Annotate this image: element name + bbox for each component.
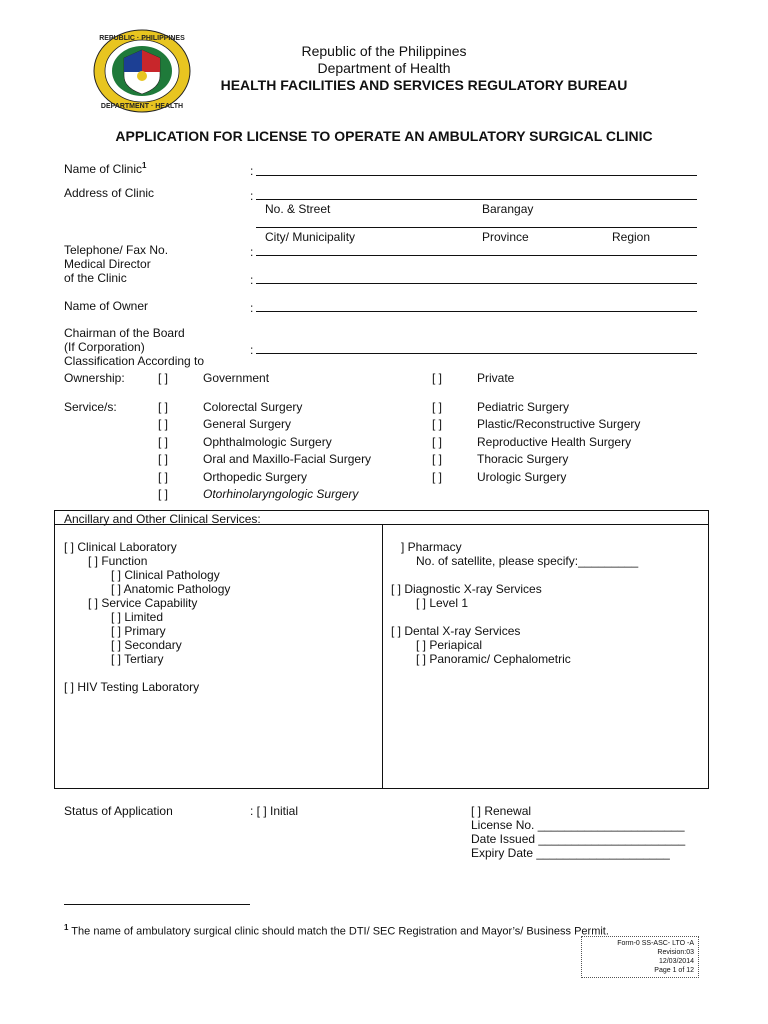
owner-label: Name of Owner: [64, 299, 149, 313]
barangay-caption: Barangay: [482, 202, 534, 216]
address-street-field[interactable]: [256, 199, 697, 200]
renewal-option[interactable]: [ ] Renewal: [471, 804, 532, 818]
license-no-field[interactable]: License No. ______________________: [471, 818, 685, 832]
service-reproductive: Reproductive Health Surgery: [477, 435, 632, 449]
service-thoracic: Thoracic Surgery: [477, 452, 569, 466]
bureau-heading: HEALTH FACILITIES AND SERVICES REGULATORY BUREAU: [220, 77, 628, 93]
colon: :: [250, 273, 254, 287]
service-checkbox[interactable]: [ ]: [432, 400, 443, 414]
page-number: Page 1 of 12: [654, 967, 694, 974]
service-otorhinolaryngologic: Otorhinolaryngologic Surgery: [203, 487, 359, 501]
address-label: Address of Clinic: [64, 186, 155, 200]
form-title: APPLICATION FOR LICENSE TO OPERATE AN AMBULATORY SURGICAL CLINIC: [115, 128, 653, 144]
service-checkbox[interactable]: [ ]: [158, 487, 169, 501]
city-caption: City/ Municipality: [265, 230, 356, 244]
service-checkbox[interactable]: [ ]: [158, 417, 169, 431]
chairman-label-1: Chairman of the Board: [64, 326, 185, 340]
service-checkbox[interactable]: [ ]: [432, 470, 443, 484]
dental-xray-option[interactable]: [ ] Dental X-ray Services: [391, 624, 521, 638]
svg-text:REPUBLIC · PHILIPPINES: REPUBLIC · PHILIPPINES: [99, 35, 185, 42]
service-checkbox[interactable]: [ ]: [158, 400, 169, 414]
region-caption: Region: [612, 230, 651, 244]
secondary-option[interactable]: [ ] Secondary: [111, 638, 182, 652]
name-of-clinic-label: Name of Clinic$^1$: [64, 161, 147, 176]
colon: :: [250, 245, 254, 259]
ownership-label: Ownership:: [64, 371, 125, 385]
diagnostic-xray-option[interactable]: [ ] Diagnostic X-ray Services: [391, 582, 542, 596]
telephone-label: Telephone/ Fax No.: [64, 243, 169, 257]
initial-option[interactable]: : [ ] Initial: [250, 804, 299, 818]
chairman-label-2: (If Corporation): [64, 340, 145, 354]
svg-text:DEPARTMENT · HEALTH: DEPARTMENT · HEALTH: [100, 103, 184, 110]
limited-option[interactable]: [ ] Limited: [111, 610, 164, 624]
form-code: Form-0 SS-ASC- LTO -A: [617, 940, 694, 947]
satellite-specify-field[interactable]: No. of satellite, please specify:_________: [416, 554, 639, 568]
function-option[interactable]: [ ] Function: [88, 554, 148, 568]
service-orthopedic: Orthopedic Surgery: [203, 470, 308, 484]
owner-field[interactable]: [256, 311, 697, 312]
level-1-option[interactable]: [ ] Level 1: [416, 596, 469, 610]
service-colorectal: Colorectal Surgery: [203, 400, 303, 414]
service-plastic: Plastic/Reconstructive Surgery: [477, 417, 641, 431]
tertiary-option[interactable]: [ ] Tertiary: [111, 652, 164, 666]
hiv-testing-option[interactable]: [ ] HIV Testing Laboratory: [64, 680, 200, 694]
colon: :: [250, 301, 254, 315]
footnote: $^1$ The name of ambulatory surgical clinic should match the DTI/ SEC Registration and Mayor’s/ Business Permit.: [64, 923, 609, 938]
primary-option[interactable]: [ ] Primary: [111, 624, 166, 638]
footnote-rule: [64, 904, 250, 905]
pharmacy-option[interactable]: ] Pharmacy: [401, 540, 462, 554]
colon: :: [250, 189, 254, 203]
clinical-pathology-option[interactable]: [ ] Clinical Pathology: [111, 568, 220, 582]
province-caption: Province: [482, 230, 529, 244]
anatomic-pathology-option[interactable]: [ ] Anatomic Pathology: [111, 582, 231, 596]
government-option: Government: [203, 371, 270, 385]
date-issued-field[interactable]: Date Issued ______________________: [471, 832, 686, 846]
periapical-option[interactable]: [ ] Periapical: [416, 638, 483, 652]
address-city-field[interactable]: [256, 227, 697, 228]
service-checkbox[interactable]: [ ]: [158, 452, 169, 466]
panoramic-option[interactable]: [ ] Panoramic/ Cephalometric: [416, 652, 571, 666]
status-label: Status of Application: [64, 804, 173, 818]
service-checkbox[interactable]: [ ]: [158, 435, 169, 449]
service-checkbox[interactable]: [ ]: [432, 452, 443, 466]
service-checkbox[interactable]: [ ]: [432, 417, 443, 431]
service-checkbox[interactable]: [ ]: [432, 435, 443, 449]
name-of-clinic-field[interactable]: [256, 175, 697, 176]
ancillary-column-divider: [382, 524, 383, 789]
service-oral-maxillo-facial: Oral and Maxillo-Facial Surgery: [203, 452, 372, 466]
expiry-date-field[interactable]: Expiry Date ____________________: [471, 846, 670, 860]
clinical-laboratory-option[interactable]: [ ] Clinical Laboratory: [64, 540, 177, 554]
ancillary-heading: Ancillary and Other Clinical Services:: [64, 512, 261, 526]
service-checkbox[interactable]: [ ]: [158, 470, 169, 484]
service-urologic: Urologic Surgery: [477, 470, 567, 484]
form-revision: Revision:03: [657, 949, 694, 956]
chairman-field[interactable]: [256, 353, 697, 354]
service-capability-option[interactable]: [ ] Service Capability: [88, 596, 198, 610]
medical-director-label-2: of the Clinic: [64, 271, 127, 285]
service-ophthalmologic: Ophthalmologic Surgery: [203, 435, 332, 449]
service-general: General Surgery: [203, 417, 292, 431]
republic-heading: Republic of the Philippines: [301, 43, 467, 59]
telephone-field[interactable]: [256, 255, 697, 256]
private-checkbox[interactable]: [ ]: [432, 371, 443, 385]
department-heading: Department of Health: [317, 60, 451, 76]
medical-director-field[interactable]: [256, 283, 697, 284]
colon: :: [250, 164, 254, 178]
form-date: 12/03/2014: [658, 958, 694, 965]
form-code-box: [581, 936, 699, 978]
colon: :: [250, 343, 254, 357]
private-option: Private: [477, 371, 515, 385]
services-label: Service/s:: [64, 400, 117, 414]
government-checkbox[interactable]: [ ]: [158, 371, 169, 385]
no-street-caption: No. & Street: [265, 202, 331, 216]
service-pediatric: Pediatric Surgery: [477, 400, 570, 414]
classification-label: Classification According to: [64, 354, 205, 368]
medical-director-label-1: Medical Director: [64, 257, 151, 271]
